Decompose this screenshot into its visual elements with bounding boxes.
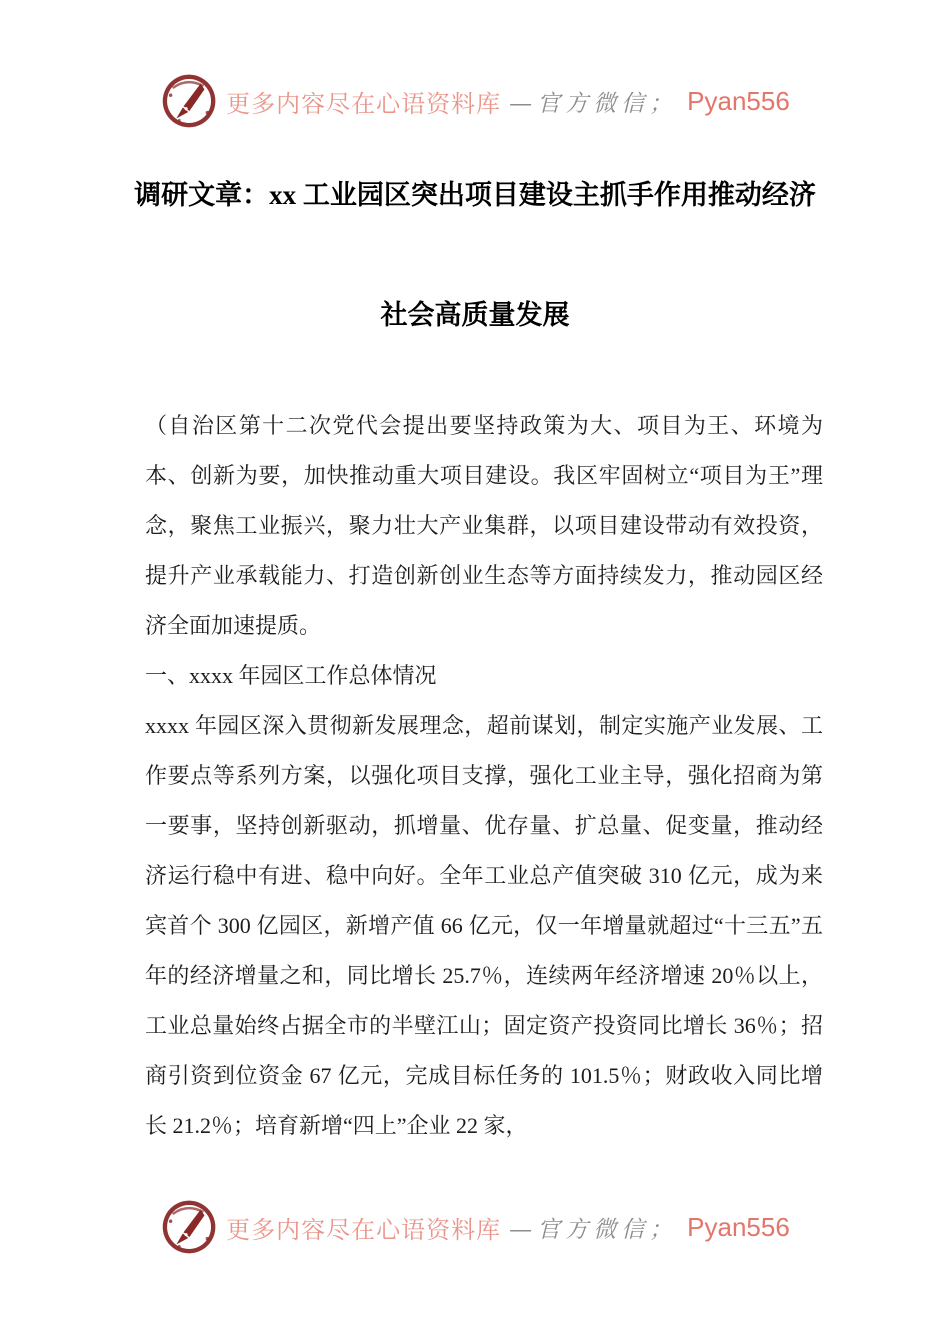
pen-circle-logo-icon bbox=[160, 1198, 218, 1256]
document-title-line2: 社会高质量发展 bbox=[380, 300, 570, 330]
body-paragraph-intro: （自治区第十二次党代会提出要坚持政策为大、项目为王、环境为本、创新为要，加快推动重大项目建设。我区牢固树立“项目为王”理念，聚焦工业振兴，聚力壮大产业集群，以项目建设带动有效投资，提升产业承载能力、打造创新创业生态等方面持续发力，推动园区经济全面加速提质。 bbox=[145, 413, 823, 638]
watermark-script-text: —官方微信； bbox=[509, 1216, 678, 1243]
header-watermark bbox=[0, 72, 950, 130]
watermark-brand-text: 更多内容尽在心语资料库 bbox=[226, 1217, 502, 1244]
watermark-brand-text: 更多内容尽在心语资料库 bbox=[226, 91, 502, 118]
watermark-wechat-id: Pyan556 bbox=[687, 85, 790, 116]
watermark-script-text: —官方微信； bbox=[509, 90, 678, 117]
pen-circle-logo-icon bbox=[160, 72, 218, 130]
body-section-heading: 一、xxxx 年园区工作总体情况 bbox=[145, 663, 437, 688]
document-title bbox=[100, 176, 850, 334]
footer-watermark bbox=[0, 1198, 950, 1256]
body-paragraph-overview: xxxx 年园区深入贯彻新发展理念，超前谋划，制定实施产业发展、工作要点等系列方案，以强化项目支撑，强化工业主导，强化招商为第一要事，坚持创新驱动，抓增量、优存量、扩总量、促变量，推动经济运行稳中有进、稳中向好。全年工业总产值突破 310 亿元，成为来宾首个 300 亿园区，新增产值 66 亿元，仅一年增量就超过“十三五”五年的经济增量之和，同比增长 25.7％，连续两年经济增速 20％以上，工业总量始终占据全市的半壁江山；固定资产投资同比增长 36％；招商引资到位资金 67 亿元，完成目标任务的 101.5％；财政收入同比增长 21.2％；培育新增“四上”企业 22 家， bbox=[145, 713, 823, 1138]
document-body bbox=[145, 401, 823, 1151]
document-title-line1: 调研文章：xx 工业园区突出项目建设主抓手作用推动经济 bbox=[134, 180, 816, 210]
watermark-wechat-id: Pyan556 bbox=[687, 1211, 790, 1242]
